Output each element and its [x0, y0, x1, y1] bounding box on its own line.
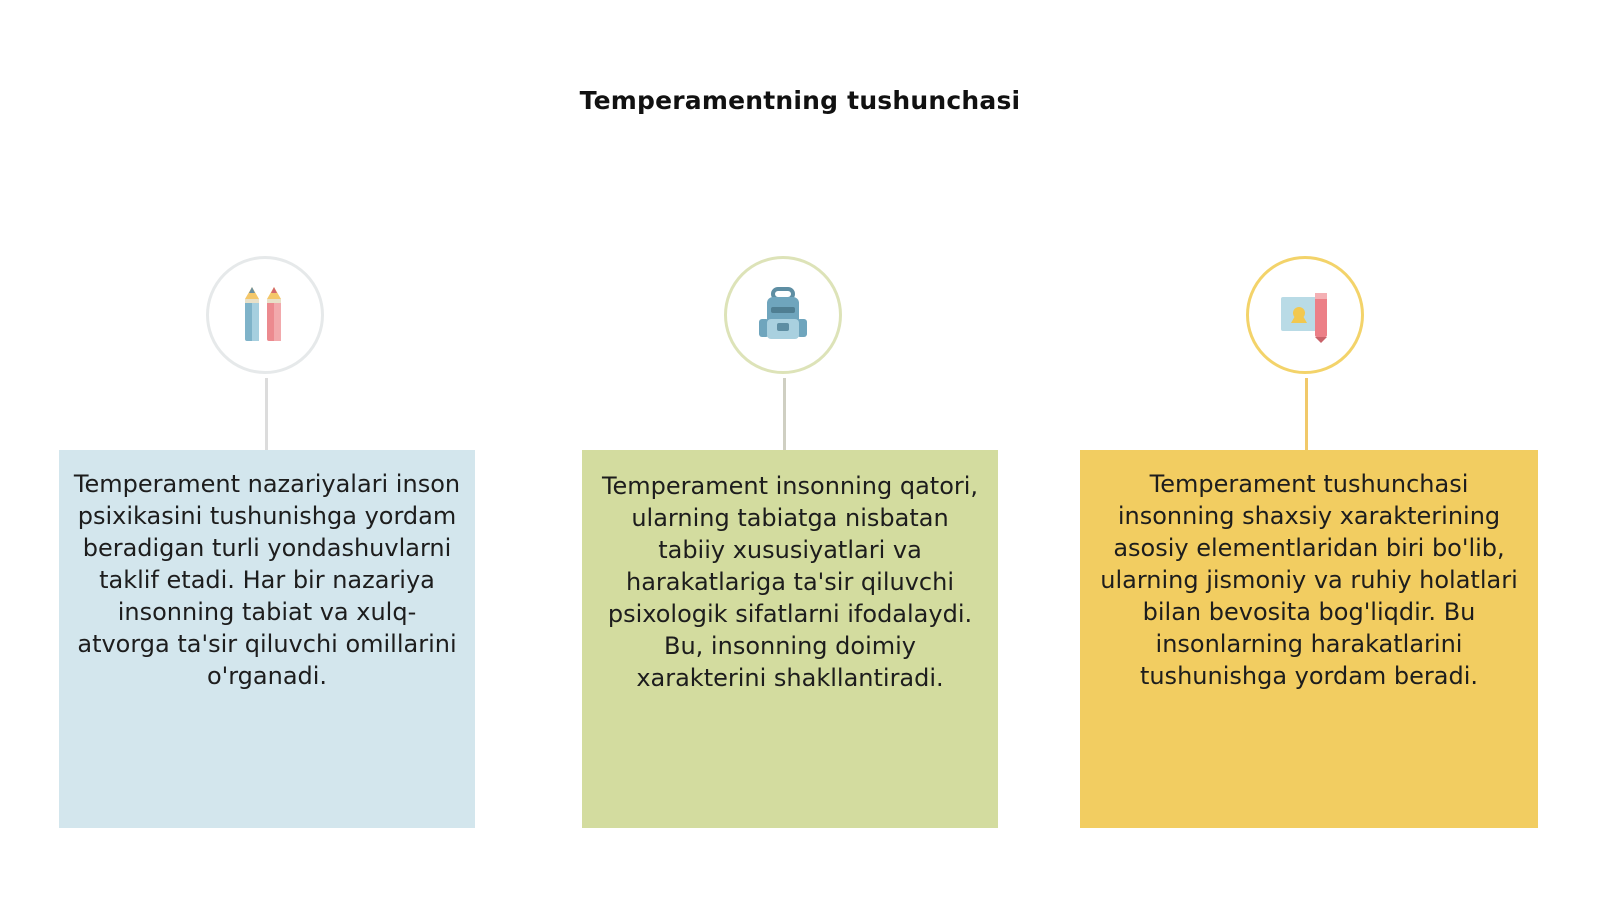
column-3 — [1080, 0, 1538, 900]
connector-line — [783, 378, 786, 450]
page-title: Temperamentning tushunchasi — [579, 86, 1021, 115]
backpack-icon — [724, 256, 842, 374]
card-3: Temperament tushunchasi insonning shaxsiy xarakterining asosiy elementlaridan biri bo'lib, ularning jismoniy va ruhiy holatlari bilan bevosita bog'liqdir. Bu insonlarning harakatlarini tushunishga yordam beradi. — [1080, 450, 1538, 828]
connector-line — [1305, 378, 1308, 450]
column-1 — [59, 0, 475, 900]
picture-pencil-icon — [1246, 256, 1364, 374]
column-2 — [582, 0, 998, 900]
card-2: Temperament insonning qatori, ularning tabiatga nisbatan tabiiy xususiyatlari va harakatlariga ta'sir qiluvchi psixologik sifatlarni ifodalaydi. Bu, insonning doimiy xarakterini shakllantiradi. — [582, 450, 998, 828]
card-1: Temperament nazariyalari inson psixikasini tushunishga yordam beradigan turli yondashuvlarni taklif etadi. Har bir nazariya insonning tabiat va xulq-atvorga ta'sir qiluvchi omillarini o'rganadi. — [59, 450, 475, 828]
connector-line — [265, 378, 268, 450]
pencils-icon — [206, 256, 324, 374]
